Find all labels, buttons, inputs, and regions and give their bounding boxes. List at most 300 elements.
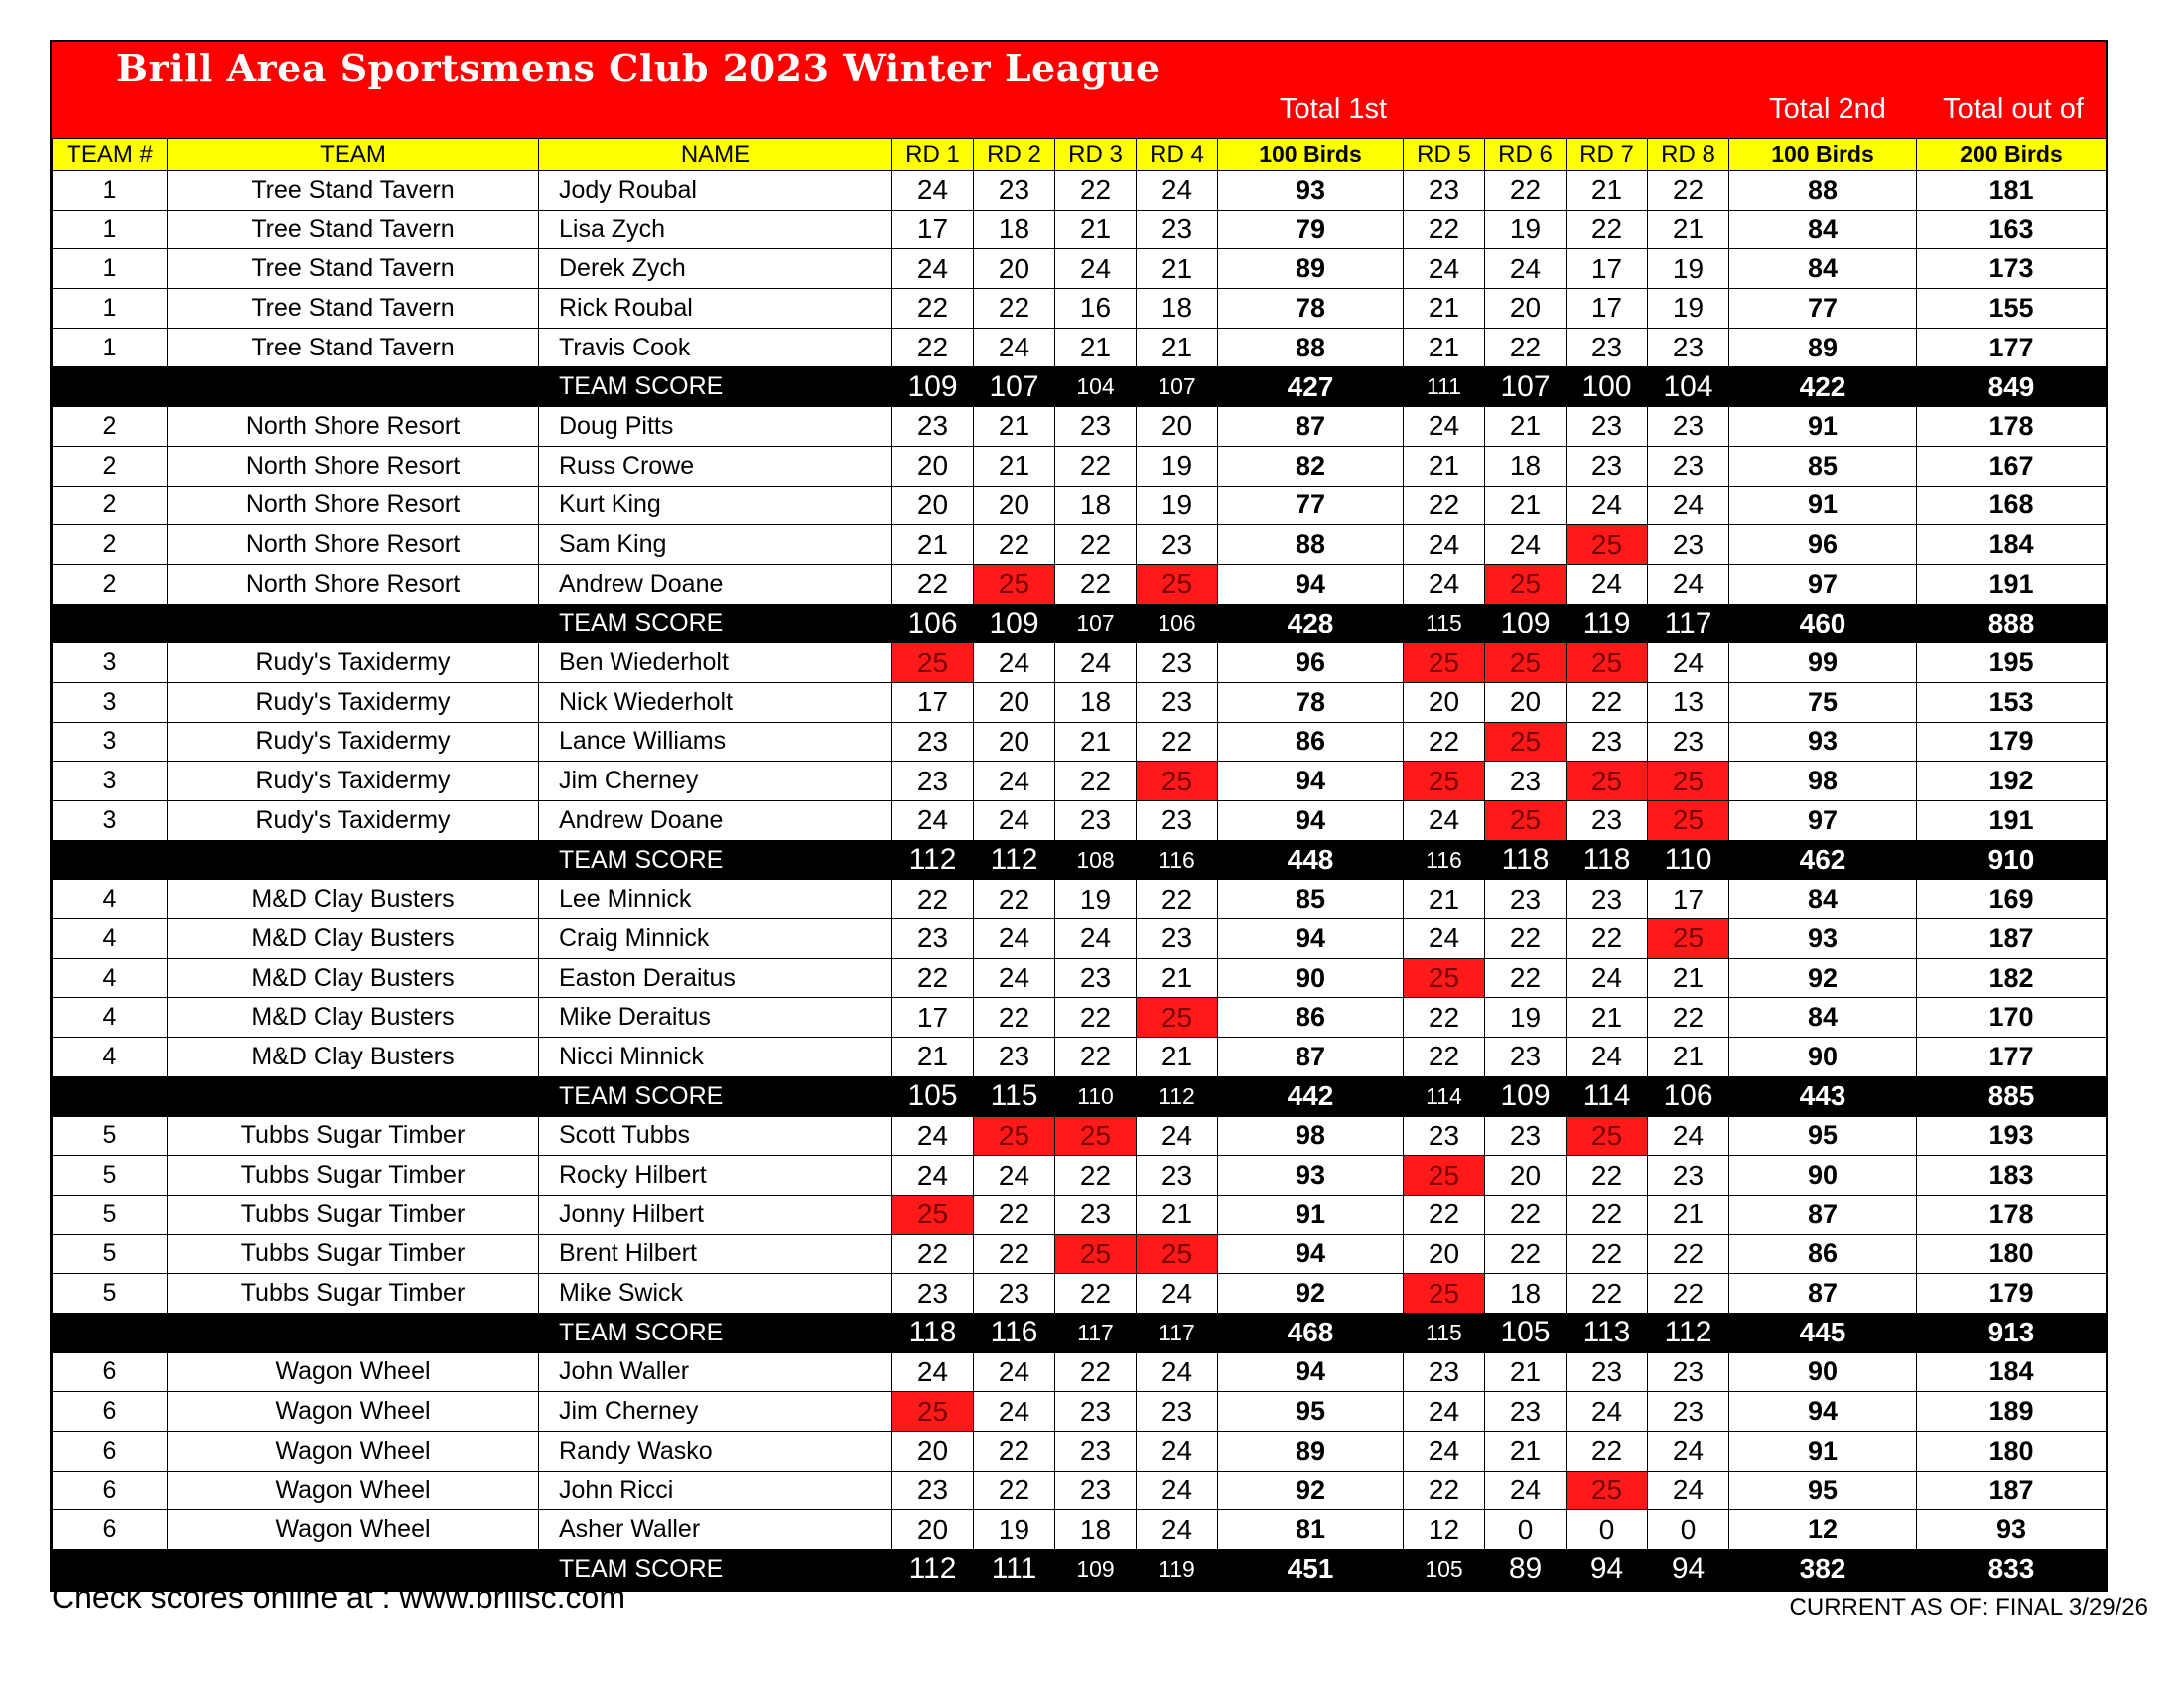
team-total-second-100: 443 [1729,1076,1917,1116]
team-total-first-100: 448 [1218,840,1404,880]
player-row [53,1234,2107,1274]
round-score: 24 [892,1352,974,1392]
player-name: Jim Cherney [539,762,892,801]
round-score: 20 [892,446,974,486]
player-name: Mike Swick [539,1274,892,1314]
round-score: 21 [974,407,1055,447]
round-score: 19 [1137,446,1218,486]
total-200: 167 [1917,446,2107,486]
total-second-100: 94 [1729,1392,1917,1432]
round-score: 22 [1055,998,1137,1038]
team-number: 1 [53,210,168,249]
team-number: 4 [53,958,168,998]
round-score: 23 [1567,407,1648,447]
total-200: 184 [1917,1352,2107,1392]
round-score: 23 [1648,446,1729,486]
team-number: 3 [53,682,168,722]
total-first-100: 88 [1218,525,1404,565]
player-row [53,682,2107,722]
total-second-100: 99 [1729,643,1917,683]
total-first-100: 94 [1218,801,1404,841]
team-total-second-100: 422 [1729,367,1917,407]
team-name: North Shore Resort [168,564,539,604]
team-round-score: 116 [974,1313,1055,1352]
round-score: 20 [1485,1156,1567,1196]
total-200: 184 [1917,525,2107,565]
round-score: 22 [1485,1195,1567,1234]
round-score: 25 [1404,762,1485,801]
round-score: 18 [1485,446,1567,486]
round-score: 25 [1485,564,1567,604]
website-link[interactable]: Check scores online at : www.brillsc.com [52,1579,625,1615]
total-second-100: 91 [1729,486,1917,525]
team-round-score: 109 [1055,1550,1137,1590]
round-score: 22 [1055,446,1137,486]
team-score-row [53,1313,2107,1352]
player-row [53,1038,2107,1077]
round-score: 23 [1485,762,1567,801]
total-first-100: 79 [1218,210,1404,249]
round-score: 24 [1648,1471,1729,1510]
round-score: 21 [1648,958,1729,998]
round-score: 24 [1567,486,1648,525]
round-score: 24 [1648,564,1729,604]
round-score: 21 [892,1038,974,1077]
team-number: 3 [53,722,168,762]
round-score: 25 [1567,1116,1648,1156]
player-name: Nick Wiederholt [539,682,892,722]
round-score: 24 [1404,564,1485,604]
team-total-second-100: 460 [1729,604,1917,643]
team-total-200: 913 [1917,1313,2107,1352]
team-number: 2 [53,525,168,565]
team-score-label: TEAM SCORE [539,1313,892,1352]
round-score: 18 [1137,289,1218,329]
team-score-row [53,367,2107,407]
player-row [53,446,2107,486]
player-row [53,564,2107,604]
player-row [53,486,2107,525]
team-name: Tree Stand Tavern [168,210,539,249]
player-name: Lee Minnick [539,880,892,919]
round-score: 22 [974,1471,1055,1510]
player-name: Russ Crowe [539,446,892,486]
round-score: 21 [1485,1432,1567,1472]
round-score: 20 [892,1432,974,1472]
total-second-100: 90 [1729,1038,1917,1077]
round-score: 22 [892,1234,974,1274]
total-second-100: 84 [1729,880,1917,919]
team-number: 3 [53,643,168,683]
round-score: 19 [1055,880,1137,919]
total-first-100: 86 [1218,998,1404,1038]
round-score: 22 [974,998,1055,1038]
total-200: 180 [1917,1432,2107,1472]
round-score: 23 [1055,1392,1137,1432]
header-total-1st: Total 1st [1280,93,1387,125]
total-second-100: 91 [1729,1432,1917,1472]
team-number: 2 [53,407,168,447]
round-score: 22 [892,564,974,604]
team-name: M&D Clay Busters [168,998,539,1038]
player-name: Jody Roubal [539,171,892,211]
player-row [53,1352,2107,1392]
round-score: 23 [1567,722,1648,762]
column-header: RD 1 [892,139,974,171]
player-row [53,407,2107,447]
round-score: 23 [1137,1156,1218,1196]
total-second-100: 85 [1729,446,1917,486]
team-round-score: 107 [1485,367,1567,407]
team-number: 6 [53,1392,168,1432]
total-first-100: 92 [1218,1274,1404,1314]
team-number: 5 [53,1156,168,1196]
round-score: 21 [1137,958,1218,998]
team-name: Tree Stand Tavern [168,249,539,289]
team-round-score: 89 [1485,1550,1567,1590]
player-row [53,525,2107,565]
round-score: 22 [974,525,1055,565]
total-first-100: 85 [1218,880,1404,919]
round-score: 18 [1055,486,1137,525]
total-second-100: 87 [1729,1195,1917,1234]
team-total-first-100: 428 [1218,604,1404,643]
header-total-2nd: Total 2nd [1769,93,1886,125]
round-score: 24 [1404,249,1485,289]
round-score: 21 [1055,722,1137,762]
round-score: 21 [1485,1352,1567,1392]
total-second-100: 96 [1729,525,1917,565]
team-round-score: 112 [892,840,974,880]
round-score: 22 [1567,682,1648,722]
player-name: Andrew Doane [539,564,892,604]
round-score: 23 [892,762,974,801]
round-score: 25 [974,564,1055,604]
total-200: 178 [1917,407,2107,447]
round-score: 23 [1567,801,1648,841]
team-number: 1 [53,249,168,289]
total-200: 178 [1917,1195,2107,1234]
round-score: 16 [1055,289,1137,329]
total-200: 170 [1917,998,2107,1038]
round-score: 24 [1485,525,1567,565]
round-score: 24 [1055,249,1137,289]
round-score: 23 [1055,1432,1137,1472]
round-score: 23 [1055,1195,1137,1234]
title-band [52,42,2106,138]
round-score: 23 [1055,958,1137,998]
total-second-100: 87 [1729,1274,1917,1314]
player-name: Jonny Hilbert [539,1195,892,1234]
team-round-score: 107 [1137,367,1218,407]
team-score-row [53,604,2107,643]
team-round-score: 105 [892,1076,974,1116]
round-score: 17 [892,210,974,249]
round-score: 22 [1485,958,1567,998]
team-name: Tree Stand Tavern [168,328,539,367]
round-score: 24 [1567,564,1648,604]
player-row [53,1471,2107,1510]
team-round-score: 109 [892,367,974,407]
round-score: 21 [1055,210,1137,249]
team-number: 3 [53,762,168,801]
team-round-score: 115 [1404,604,1485,643]
total-200: 181 [1917,171,2107,211]
team-total-first-100: 427 [1218,367,1404,407]
header-total-out-of: Total out of [1943,93,2084,125]
team-score-blank [168,840,539,880]
total-200: 195 [1917,643,2107,683]
total-first-100: 94 [1218,1352,1404,1392]
team-total-200: 885 [1917,1076,2107,1116]
team-round-score: 111 [974,1550,1055,1590]
total-first-100: 94 [1218,919,1404,959]
round-score: 23 [974,171,1055,211]
round-score: 20 [892,486,974,525]
total-200: 191 [1917,564,2107,604]
round-score: 23 [1648,525,1729,565]
team-total-first-100: 468 [1218,1313,1404,1352]
team-number: 5 [53,1116,168,1156]
player-row [53,1156,2107,1196]
round-score: 17 [1567,289,1648,329]
round-score: 24 [1648,1432,1729,1472]
round-score: 23 [892,722,974,762]
player-row [53,1274,2107,1314]
round-score: 23 [1055,1471,1137,1510]
player-row [53,1432,2107,1472]
round-score: 22 [1055,171,1137,211]
team-number: 4 [53,880,168,919]
round-score: 24 [1485,249,1567,289]
team-score-label: TEAM SCORE [539,840,892,880]
round-score: 23 [1404,171,1485,211]
total-first-100: 93 [1218,171,1404,211]
current-as-of: CURRENT AS OF: FINAL 3/29/26 [1789,1594,2148,1620]
round-score: 22 [1137,880,1218,919]
round-score: 22 [1404,210,1485,249]
team-round-score: 112 [892,1550,974,1590]
round-score: 25 [1567,643,1648,683]
player-row [53,643,2107,683]
player-name: Ben Wiederholt [539,643,892,683]
round-score: 25 [974,1116,1055,1156]
round-score: 20 [974,722,1055,762]
round-score: 23 [1137,919,1218,959]
round-score: 23 [974,1038,1055,1077]
total-first-100: 90 [1218,958,1404,998]
round-score: 0 [1485,1510,1567,1550]
team-round-score: 115 [974,1076,1055,1116]
round-score: 23 [1648,328,1729,367]
round-score: 24 [892,249,974,289]
round-score: 24 [974,1156,1055,1196]
team-name: North Shore Resort [168,407,539,447]
team-number: 6 [53,1471,168,1510]
round-score: 24 [1137,171,1218,211]
total-200: 179 [1917,722,2107,762]
round-score: 20 [974,682,1055,722]
round-score: 22 [1485,1234,1567,1274]
round-score: 23 [1567,1352,1648,1392]
total-200: 191 [1917,801,2107,841]
total-first-100: 88 [1218,328,1404,367]
team-score-label: TEAM SCORE [539,367,892,407]
round-score: 23 [1648,1156,1729,1196]
total-200: 193 [1917,1116,2107,1156]
team-number: 6 [53,1510,168,1550]
total-200: 153 [1917,682,2107,722]
round-score: 22 [1055,1274,1137,1314]
total-200: 163 [1917,210,2107,249]
team-round-score: 109 [1485,604,1567,643]
player-row [53,998,2107,1038]
round-score: 22 [1055,564,1137,604]
team-name: Tree Stand Tavern [168,289,539,329]
team-number: 1 [53,289,168,329]
total-second-100: 90 [1729,1156,1917,1196]
team-score-blank [168,604,539,643]
total-second-100: 97 [1729,801,1917,841]
player-row [53,210,2107,249]
column-header: RD 5 [1404,139,1485,171]
team-name: Tubbs Sugar Timber [168,1274,539,1314]
total-first-100: 95 [1218,1392,1404,1432]
round-score: 22 [974,1195,1055,1234]
total-second-100: 84 [1729,998,1917,1038]
player-row [53,249,2107,289]
total-200: 177 [1917,1038,2107,1077]
total-200: 182 [1917,958,2107,998]
team-total-first-100: 451 [1218,1550,1404,1590]
player-name: Easton Deraitus [539,958,892,998]
round-score: 22 [1567,1274,1648,1314]
round-score: 23 [1485,1038,1567,1077]
column-header: RD 2 [974,139,1055,171]
round-score: 23 [1137,210,1218,249]
round-score: 18 [1055,682,1137,722]
round-score: 12 [1404,1510,1485,1550]
round-score: 20 [974,249,1055,289]
team-name: Wagon Wheel [168,1432,539,1472]
round-score: 24 [974,801,1055,841]
round-score: 22 [1404,1471,1485,1510]
round-score: 19 [1485,998,1567,1038]
total-second-100: 95 [1729,1116,1917,1156]
total-second-100: 84 [1729,249,1917,289]
team-total-200: 888 [1917,604,2107,643]
round-score: 24 [1404,1432,1485,1472]
player-name: Andrew Doane [539,801,892,841]
round-score: 21 [1567,998,1648,1038]
player-row [53,919,2107,959]
round-score: 21 [1404,880,1485,919]
team-score-blank [168,1313,539,1352]
player-name: John Waller [539,1352,892,1392]
team-number: 1 [53,328,168,367]
round-score: 25 [1485,722,1567,762]
round-score: 21 [1648,1195,1729,1234]
team-round-score: 106 [1137,604,1218,643]
round-score: 21 [1404,446,1485,486]
team-name: M&D Clay Busters [168,958,539,998]
round-score: 24 [1648,1116,1729,1156]
round-score: 24 [974,643,1055,683]
round-score: 21 [1137,328,1218,367]
total-first-100: 87 [1218,1038,1404,1077]
round-score: 25 [1404,958,1485,998]
scores-table [52,138,2107,1590]
team-name: Rudy's Taxidermy [168,643,539,683]
team-total-second-100: 445 [1729,1313,1917,1352]
team-name: Tubbs Sugar Timber [168,1116,539,1156]
team-name: Tree Stand Tavern [168,171,539,211]
team-round-score: 94 [1648,1550,1729,1590]
total-second-100: 98 [1729,762,1917,801]
team-total-second-100: 462 [1729,840,1917,880]
team-round-score: 113 [1567,1313,1648,1352]
team-name: Wagon Wheel [168,1510,539,1550]
round-score: 21 [974,446,1055,486]
round-score: 22 [1567,1156,1648,1196]
total-first-100: 89 [1218,249,1404,289]
team-round-score: 107 [974,367,1055,407]
round-score: 22 [892,328,974,367]
team-round-score: 111 [1404,367,1485,407]
team-name: North Shore Resort [168,446,539,486]
round-score: 23 [1648,1352,1729,1392]
team-round-score: 119 [1567,604,1648,643]
player-name: Derek Zych [539,249,892,289]
round-score: 22 [1404,1195,1485,1234]
team-total-second-100: 382 [1729,1550,1917,1590]
player-name: John Ricci [539,1471,892,1510]
round-score: 17 [1648,880,1729,919]
round-score: 22 [974,1234,1055,1274]
round-score: 21 [1404,328,1485,367]
round-score: 19 [1648,289,1729,329]
total-200: 180 [1917,1234,2107,1274]
team-total-200: 910 [1917,840,2107,880]
team-score-blank [53,1076,168,1116]
total-first-100: 87 [1218,407,1404,447]
total-second-100: 90 [1729,1352,1917,1392]
round-score: 25 [1137,1234,1218,1274]
team-round-score: 118 [1567,840,1648,880]
team-round-score: 114 [1567,1076,1648,1116]
round-score: 23 [1404,1116,1485,1156]
team-round-score: 117 [1137,1313,1218,1352]
column-header: 200 Birds [1917,139,2107,171]
team-round-score: 117 [1055,1313,1137,1352]
round-score: 24 [892,171,974,211]
round-score: 25 [1648,762,1729,801]
team-round-score: 115 [1404,1313,1485,1352]
total-200: 187 [1917,919,2107,959]
round-score: 23 [1137,1392,1218,1432]
round-score: 20 [1485,289,1567,329]
total-first-100: 78 [1218,289,1404,329]
total-first-100: 91 [1218,1195,1404,1234]
player-name: Lance Williams [539,722,892,762]
team-round-score: 109 [974,604,1055,643]
round-score: 22 [1648,1234,1729,1274]
team-name: M&D Clay Busters [168,880,539,919]
player-row [53,1116,2107,1156]
total-second-100: 91 [1729,407,1917,447]
column-header: 100 Birds [1729,139,1917,171]
round-score: 21 [1137,249,1218,289]
